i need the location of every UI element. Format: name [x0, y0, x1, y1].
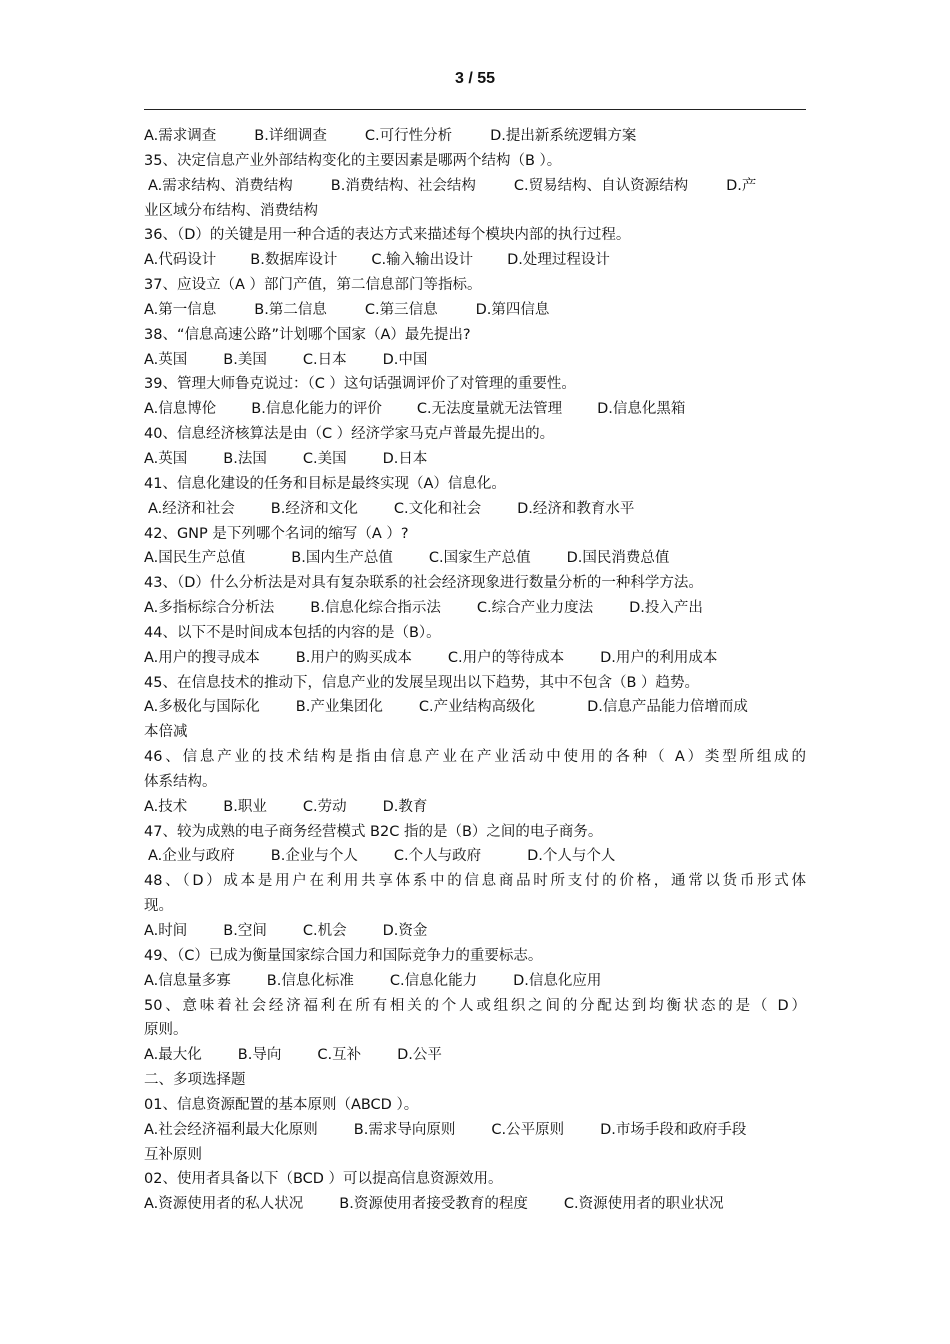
answer-option: A.多指标综合分析法 [144, 600, 275, 617]
answer-option: D.中国 [382, 351, 428, 368]
answer-option: A.最大化 [144, 1047, 202, 1064]
text-line: 48、（D）成本是用户在利用共享体系中的信息商品时所支付的价格，通常以货币形式体 [144, 873, 806, 890]
answer-option: A.经济和社会 [148, 500, 235, 517]
answer-option: D.信息化黑箱 [597, 401, 686, 418]
text-line: 现。 [144, 898, 173, 915]
text-line: 40、信息经济核算法是由（C ）经济学家马克卢普最先提出的。 [144, 426, 555, 443]
text-line: 36、（D）的关键是用一种合适的表达方式来描述每个模块内部的执行过程。 [144, 227, 631, 244]
answer-option: A.需求结构、消费结构 [148, 177, 293, 194]
answer-option: D.信息产品能力倍增而成 [587, 699, 748, 716]
answer-option: B.详细调查 [254, 128, 327, 144]
answer-option: A.国民生产总值 [144, 550, 246, 567]
answer-option: B.导向 [237, 1047, 282, 1064]
answer-option: B.法国 [223, 450, 267, 467]
text-line: 42、GNP 是下列哪个名词的缩写（A ）? [144, 525, 409, 542]
answer-option: D.经济和教育水平 [517, 500, 635, 517]
answer-option: D.教育 [382, 798, 428, 815]
answer-option: D.第四信息 [475, 301, 550, 318]
answer-option: A.用户的搜寻成本 [144, 649, 260, 666]
text-line: 38、“信息高速公路”计划哪个国家（A）最先提出? [144, 326, 471, 343]
answer-option: B.产业集团化 [295, 699, 383, 716]
answer-options-line [144, 695, 806, 720]
answer-option: D.产 [726, 177, 757, 194]
answer-option: B.用户的购买成本 [295, 649, 412, 666]
answer-option: B.资源使用者接受教育的程度 [339, 1196, 528, 1213]
answer-options-line [144, 795, 806, 820]
answer-option: B.需求导向原则 [353, 1121, 456, 1138]
text-line: 37、应设立（A ）部门产值，第二信息部门等指标。 [144, 277, 482, 294]
answer-option: C.信息化能力 [389, 972, 478, 989]
answer-option: A.信息量多寡 [144, 972, 231, 989]
answer-option: B.信息化能力的评价 [251, 401, 382, 418]
answer-option: C.劳动 [302, 798, 347, 815]
text-line: 01、信息资源配置的基本原则（ABCD ）。 [144, 1096, 419, 1113]
answer-option: B.信息化标准 [266, 972, 354, 989]
answer-option: C.贸易结构、自认资源结构 [513, 177, 689, 194]
text-line: 46、信息产业的技术结构是指由信息产业在产业活动中使用的各种（ A）类型所组成的 [144, 749, 806, 766]
answer-options-line [144, 1043, 806, 1068]
text-line: 39、管理大师鲁克说过：（C ）这句话强调评价了对管理的重要性。 [144, 376, 576, 393]
text-line: 35、决定信息产业外部结构变化的主要因素是哪两个结构（B ）。 [144, 152, 562, 169]
answer-options-line [144, 497, 806, 522]
answer-option: D.信息化应用 [513, 972, 602, 989]
document-body [144, 124, 806, 1217]
answer-options-line [144, 248, 806, 273]
answer-option: B.空间 [223, 923, 267, 939]
answer-options-line [144, 298, 806, 323]
answer-option: D.国民消费总值 [566, 550, 670, 567]
answer-options-line [144, 969, 806, 994]
answer-option: C.日本 [302, 351, 347, 368]
answer-option: C.综合产业力度法 [476, 600, 594, 617]
text-line: 原则。 [144, 1022, 188, 1039]
answer-option: C.国家生产总值 [428, 550, 531, 567]
answer-option: A.代码设计 [144, 252, 217, 269]
text-line: 47、较为成熟的电子商务经营模式 B2C 指的是（B）之间的电子商务。 [144, 823, 603, 840]
answer-option: C.可行性分析 [364, 128, 453, 144]
answer-option: C.机会 [302, 923, 347, 939]
answer-options-line [144, 844, 806, 869]
answer-option: D.公平 [397, 1047, 442, 1064]
answer-options-line [144, 397, 806, 422]
answer-option: B.国内生产总值 [291, 550, 393, 567]
answer-option: B.消费结构、社会结构 [330, 177, 476, 194]
page-number: 3 / 55 [454, 70, 496, 87]
answer-option: C.产业结构高级化 [418, 699, 536, 716]
answer-option: C.互补 [317, 1047, 362, 1064]
answer-option: C.输入输出设计 [371, 252, 474, 269]
answer-option: B.数据库设计 [250, 252, 338, 269]
answer-option: D.用户的利用成本 [600, 649, 718, 666]
header-divider [144, 109, 806, 110]
text-line: 本倍减 [144, 724, 188, 741]
text-line: 43、（D）什么分析法是对具有复杂联系的社会经济现象进行数量分析的一种科学方法。 [144, 575, 703, 592]
answer-option: A.技术 [144, 798, 188, 815]
answer-options-line [144, 1192, 806, 1217]
answer-option: C.公平原则 [491, 1121, 565, 1138]
answer-options-line [144, 596, 806, 621]
answer-option: D.提出新系统逻辑方案 [490, 128, 637, 144]
answer-option: A.社会经济福利最大化原则 [144, 1121, 318, 1138]
answer-options-line [144, 546, 806, 571]
answer-option: A.多极化与国际化 [144, 699, 260, 716]
answer-option: B.经济和文化 [270, 500, 358, 517]
answer-option: C.资源使用者的职业状况 [563, 1196, 724, 1213]
text-line: 45、在信息技术的推动下，信息产业的发展呈现出以下趋势，其中不包含（B ）趋势。 [144, 674, 700, 691]
answer-option: B.职业 [223, 798, 267, 815]
answer-option: C.文化和社会 [393, 500, 482, 517]
answer-options-line [144, 646, 806, 671]
text-line: 49、（C）已成为衡量国家综合国力和国际竞争力的重要标志。 [144, 947, 543, 964]
answer-option: C.美国 [302, 450, 347, 467]
answer-option: D.日本 [382, 450, 428, 467]
answer-option: D.个人与个人 [527, 848, 616, 865]
answer-option: D.处理过程设计 [507, 252, 610, 269]
text-line: 50、意味着社会经济福利在所有相关的个人或组织之间的分配达到均衡状态的是（ D） [144, 997, 806, 1014]
text-line: 互补原则 [144, 1146, 202, 1163]
text-line: 02、使用者具备以下（BCD ）可以提高信息资源效用。 [144, 1171, 503, 1188]
answer-options-line [144, 348, 806, 373]
answer-option: A.第一信息 [144, 301, 217, 318]
text-line: 业区域分布结构、消费结构 [144, 202, 318, 219]
answer-options-line [144, 447, 806, 472]
text-line: 体系结构。 [144, 773, 217, 790]
answer-option: A.英国 [144, 450, 188, 467]
answer-options-line [144, 174, 806, 199]
answer-option: A.英国 [144, 351, 188, 368]
answer-option: A.资源使用者的私人状况 [144, 1196, 304, 1213]
answer-option: D.投入产出 [629, 600, 703, 617]
answer-option: A.时间 [144, 923, 188, 939]
answer-options-line [144, 1118, 806, 1143]
text-line: 41、信息化建设的任务和目标是最终实现（A）信息化。 [144, 475, 506, 492]
answer-options-line [144, 919, 806, 944]
answer-option: A.需求调查 [144, 128, 217, 144]
answer-option: C.用户的等待成本 [447, 649, 565, 666]
text-line: 二、多项选择题 [144, 1072, 246, 1089]
answer-option: C.第三信息 [364, 301, 438, 318]
answer-option: D.资金 [382, 923, 428, 939]
answer-options-line [144, 124, 806, 149]
answer-option: D.市场手段和政府手段 [600, 1121, 747, 1138]
answer-option: B.企业与个人 [270, 848, 358, 865]
answer-option: C.个人与政府 [393, 848, 482, 865]
answer-option: B.第二信息 [254, 301, 327, 318]
text-line: 44、以下不是时间成本包括的内容的是（B）。 [144, 624, 441, 641]
answer-option: C.无法度量就无法管理 [416, 401, 563, 418]
answer-option: B.信息化综合指示法 [310, 600, 441, 617]
answer-option: A.信息博伦 [144, 401, 217, 418]
answer-option: A.企业与政府 [148, 848, 235, 865]
answer-option: B.美国 [223, 351, 267, 368]
